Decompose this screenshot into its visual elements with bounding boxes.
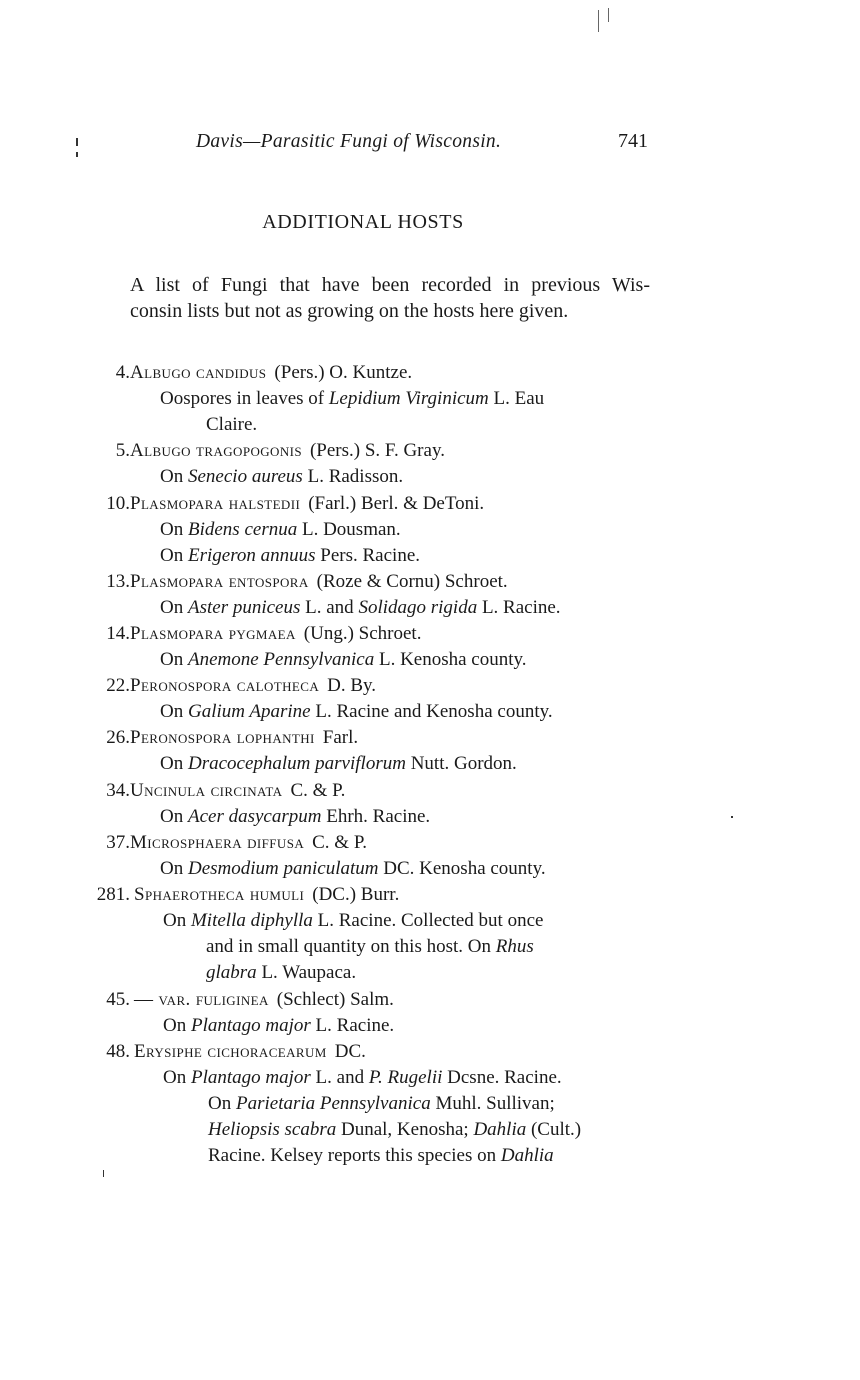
entry-number: 13. xyxy=(106,571,130,592)
fungus-name: Uncinula circinata xyxy=(130,780,283,801)
host-species: Acer dasycarpum xyxy=(187,806,322,827)
section-title xyxy=(0,211,726,234)
fungus-name: Erysiphe cichoracearum xyxy=(134,1041,327,1062)
host-line: On Aster puniceus L. and Solidago rigida L. Racine. xyxy=(160,597,561,618)
fungus-name: Peronospora lophanthi xyxy=(130,727,315,748)
scan-mark xyxy=(608,8,609,22)
host-species: Lepidium Virginicum xyxy=(328,388,489,409)
entry-number: 281. xyxy=(96,884,130,905)
fungus-author: (Farl.) Berl. & DeToni. xyxy=(308,493,485,514)
host-line: On Erigeron annuus Pers. Racine. xyxy=(160,545,421,566)
host-species: Mitella diphylla xyxy=(190,910,313,931)
host-species: Dahlia xyxy=(500,1145,554,1166)
entry-number: 26. xyxy=(106,727,130,748)
page-number: 741 xyxy=(618,130,648,152)
host-line: glabra L. Waupaca. xyxy=(206,962,357,983)
fungus-name: Peronospora calotheca xyxy=(130,675,320,696)
entry-number: 5. xyxy=(115,440,130,461)
fungus-author: (DC.) Burr. xyxy=(312,884,400,905)
host-line: and in small quantity on this host. On Rhus xyxy=(206,936,534,957)
scan-mark xyxy=(598,10,599,32)
fungus-name: Albugo tragopogonis xyxy=(130,440,302,461)
host-species: Solidago rigida xyxy=(358,597,478,618)
fungus-author: (Pers.) O. Kuntze. xyxy=(274,362,413,383)
fungus-name: Microsphaera diffusa xyxy=(130,832,305,853)
entry-number: 22. xyxy=(106,675,130,696)
host-species: Rhus xyxy=(495,936,534,957)
fungus-name: Sphaerotheca humuli xyxy=(134,884,305,905)
host-line: Racine. Kelsey reports this species on Dahlia xyxy=(208,1145,554,1166)
host-line: Heliopsis scabra Dunal, Kenosha; Dahlia (Cult.) xyxy=(208,1119,582,1140)
host-line: On Plantago major L. Racine. xyxy=(163,1015,395,1036)
scan-mark xyxy=(731,816,733,818)
fungus-author: C. & P. xyxy=(290,780,346,801)
host-species: Bidens cernua xyxy=(187,519,298,540)
host-species: Senecio aureus xyxy=(187,466,303,487)
host-species: Plantago major xyxy=(190,1067,311,1088)
fungus-author: Farl. xyxy=(322,727,359,748)
fungus-name: Plasmopara entospora xyxy=(130,571,309,592)
running-title: Davis—Parasitic Fungi of Wisconsin. xyxy=(196,131,502,152)
fungus-name: Albugo candidus xyxy=(130,362,267,383)
host-line: Claire. xyxy=(206,414,258,435)
host-line: On Plantago major L. and P. Rugelii Dcsne. Racine. xyxy=(163,1067,562,1088)
host-species: Plantago major xyxy=(190,1015,311,1036)
host-species: Aster puniceus xyxy=(187,597,301,618)
host-line: On Mitella diphylla L. Racine. Collected but once xyxy=(163,910,544,931)
fungus-author: (Ung.) Schroet. xyxy=(303,623,422,644)
host-species: Parietaria Pennsylvanica xyxy=(235,1093,431,1114)
host-species: P. Rugelii xyxy=(368,1067,443,1088)
entry-number: 10. xyxy=(106,493,130,514)
entry-number: 45. xyxy=(106,989,130,1010)
host-species: Anemone Pennsylvanica xyxy=(187,649,375,670)
scan-mark xyxy=(76,152,78,157)
fungus-author: (Roze & Cornu) Schroet. xyxy=(316,571,508,592)
fungus-name: Plasmopara halstedii xyxy=(130,493,301,514)
host-line: On Dracocephalum parviflorum Nutt. Gordon. xyxy=(160,753,517,774)
fungus-name: Plasmopara pygmaea xyxy=(130,623,296,644)
fungus-author: (Pers.) S. F. Gray. xyxy=(309,440,445,461)
host-species: Dahlia xyxy=(473,1119,527,1140)
fungus-name: — var. fuliginea xyxy=(134,989,269,1010)
host-line: On Senecio aureus L. Radisson. xyxy=(160,466,404,487)
fungus-author: DC. xyxy=(334,1041,366,1062)
entry-number: 48. xyxy=(106,1041,130,1062)
entry-number: 4. xyxy=(115,362,130,383)
host-line: On Anemone Pennsylvanica L. Kenosha county. xyxy=(160,649,527,670)
host-line: On Galium Aparine L. Racine and Kenosha county. xyxy=(160,701,553,722)
section-title-text: ADDITIONAL HOSTS xyxy=(262,211,464,233)
host-species: Dracocephalum parviflorum xyxy=(187,753,406,774)
host-species: Desmodium paniculatum xyxy=(187,858,379,879)
host-species: glabra xyxy=(206,962,257,983)
intro-line: A list of Fungi that have been recorded in previous Wis- xyxy=(130,274,650,296)
entry-number: 37. xyxy=(106,832,130,853)
intro-line: consin lists but not as growing on the hosts here given. xyxy=(130,300,569,322)
intro-paragraph xyxy=(130,272,650,324)
scan-mark xyxy=(76,138,78,146)
fungus-author: D. By. xyxy=(327,675,377,696)
scan-mark xyxy=(103,1170,104,1177)
host-line: Oospores in leaves of Lepidium Virginicum L. Eau xyxy=(160,388,545,409)
entry-number: 34. xyxy=(106,780,130,801)
entry-number: 14. xyxy=(106,623,130,644)
host-line: On Parietaria Pennsylvanica Muhl. Sullivan; xyxy=(208,1093,555,1114)
host-species: Galium Aparine xyxy=(187,701,311,722)
host-line: On Bidens cernua L. Dousman. xyxy=(160,519,401,540)
host-species: Erigeron annuus xyxy=(187,545,316,566)
fungus-author: (Schlect) Salm. xyxy=(276,989,394,1010)
host-species: Heliopsis scabra xyxy=(208,1119,337,1140)
host-line: On Desmodium paniculatum DC. Kenosha county. xyxy=(160,858,546,879)
host-line: On Acer dasycarpum Ehrh. Racine. xyxy=(160,806,431,827)
fungus-author: C. & P. xyxy=(312,832,368,853)
